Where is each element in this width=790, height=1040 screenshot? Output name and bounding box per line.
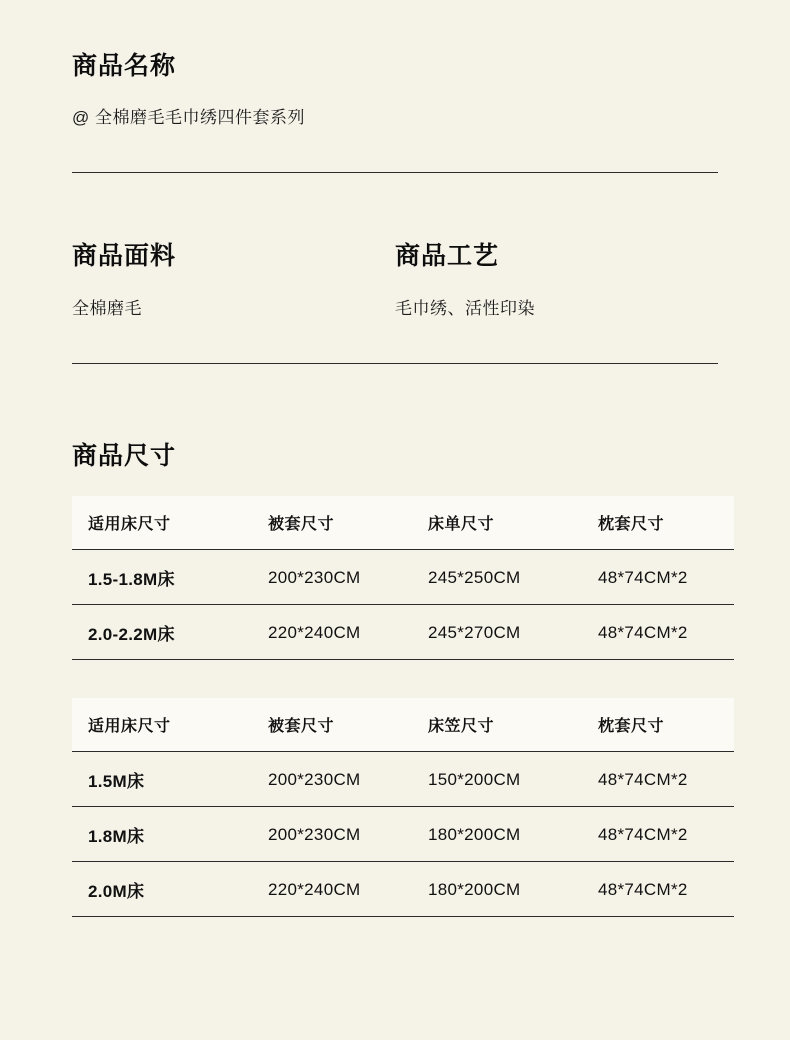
cell-pillowcase-size: 48*74CM*2 [598, 752, 734, 807]
cell-bed-size: 2.0-2.2M床 [72, 605, 268, 660]
fabric-heading: 商品面料 [72, 242, 177, 270]
table-row [72, 807, 734, 862]
cell-bed-size: 2.0M床 [72, 862, 268, 917]
fabric-column [72, 236, 395, 319]
fabric-craft-block [72, 173, 718, 319]
column-header-pillowcase-size: 枕套尺寸 [598, 698, 734, 752]
size-heading: 商品尺寸 [72, 442, 177, 470]
column-header-duvet-size: 被套尺寸 [268, 496, 428, 550]
cell-fitted-sheet-size: 150*200CM [428, 752, 598, 807]
product-name-value: @ 全棉磨毛毛巾绣四件套系列 [72, 108, 305, 127]
column-header-bed-size: 适用床尺寸 [72, 496, 268, 550]
table-row [72, 550, 734, 605]
craft-value: 毛巾绣、活性印染 [395, 299, 535, 318]
cell-pillowcase-size: 48*74CM*2 [598, 605, 734, 660]
product-name-heading: 商品名称 [72, 52, 177, 80]
table-row [72, 862, 734, 917]
product-name-block [72, 0, 718, 128]
cell-duvet-size: 200*230CM [268, 752, 428, 807]
table-row [72, 752, 734, 807]
cell-pillowcase-size: 48*74CM*2 [598, 550, 734, 605]
cell-bed-size: 1.5M床 [72, 752, 268, 807]
cell-pillowcase-size: 48*74CM*2 [598, 807, 734, 862]
column-header-bed-size: 适用床尺寸 [72, 698, 268, 752]
cell-fitted-sheet-size: 180*200CM [428, 807, 598, 862]
cell-duvet-size: 220*240CM [268, 862, 428, 917]
cell-duvet-size: 200*230CM [268, 550, 428, 605]
cell-sheet-size: 245*270CM [428, 605, 598, 660]
column-header-pillowcase-size: 枕套尺寸 [598, 496, 734, 550]
column-header-fitted-sheet-size: 床笠尺寸 [428, 698, 598, 752]
table-row [72, 605, 734, 660]
column-header-duvet-size: 被套尺寸 [268, 698, 428, 752]
craft-heading: 商品工艺 [395, 242, 500, 270]
column-header-sheet-size: 床单尺寸 [428, 496, 598, 550]
table-body [72, 550, 734, 660]
table-header-row [72, 496, 734, 550]
table-header [72, 496, 734, 550]
size-table-fitted-sheet [72, 698, 734, 917]
table-spacer [72, 660, 718, 698]
table-header [72, 698, 734, 752]
craft-column [395, 236, 718, 319]
product-size-block [72, 364, 718, 917]
cell-sheet-size: 245*250CM [428, 550, 598, 605]
cell-fitted-sheet-size: 180*200CM [428, 862, 598, 917]
table-body [72, 752, 734, 917]
cell-bed-size: 1.5-1.8M床 [72, 550, 268, 605]
cell-duvet-size: 200*230CM [268, 807, 428, 862]
cell-pillowcase-size: 48*74CM*2 [598, 862, 734, 917]
cell-bed-size: 1.8M床 [72, 807, 268, 862]
table-header-row [72, 698, 734, 752]
cell-duvet-size: 220*240CM [268, 605, 428, 660]
size-table-bedsheet [72, 496, 734, 660]
fabric-value: 全棉磨毛 [72, 299, 142, 318]
